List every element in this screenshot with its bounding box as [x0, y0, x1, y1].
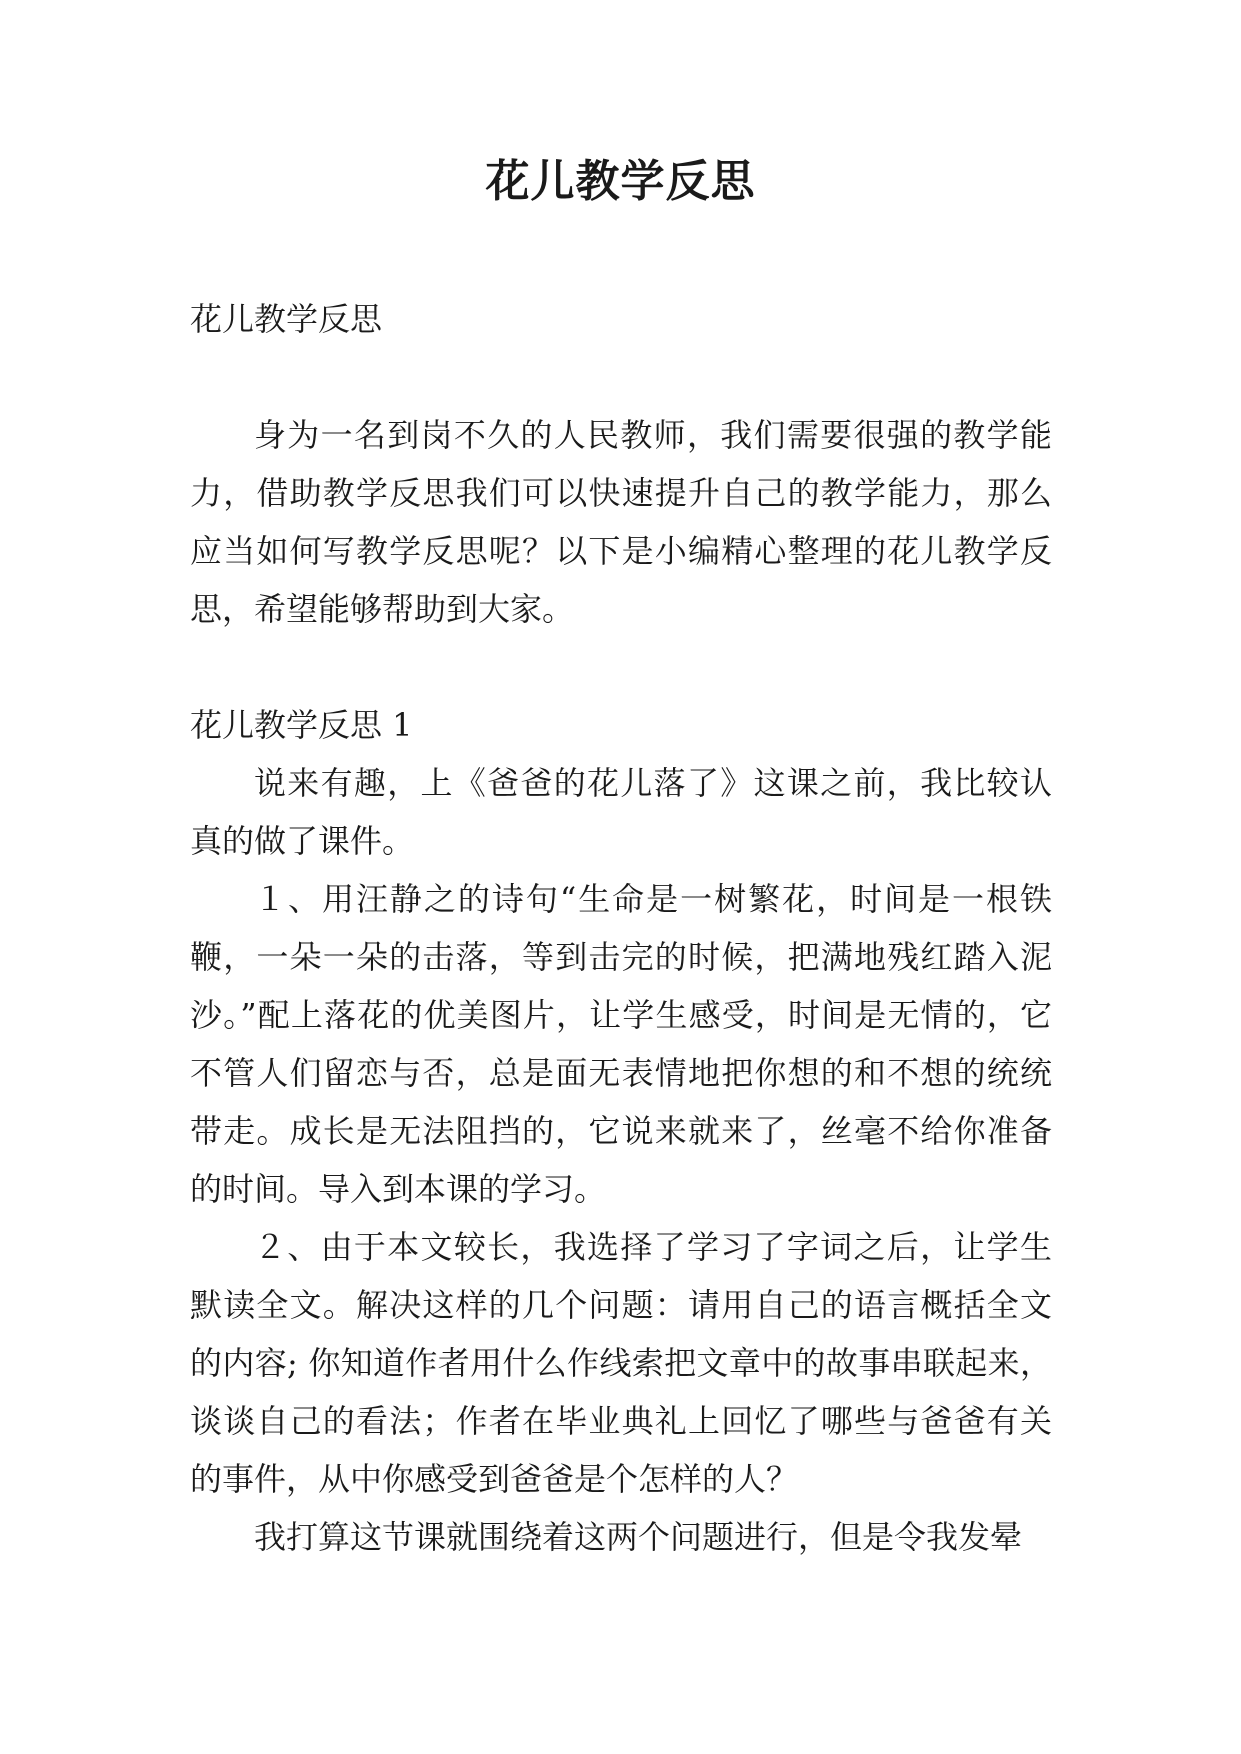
body-paragraph: １、用汪静之的诗句“生命是一树繁花，时间是一根铁鞭，一朵一朵的击落，等到击完的时候，把满地残红踏入泥沙。”配上落花的优美图片，让学生感受，时间是无情的，它不管人们留恋与否，总是面无表情地把你想的和不想的统统带走。成长是无法阻挡的，它说来就来了，丝毫不给你准备的时间。导入到本课的学习。: [190, 880, 1052, 1208]
subtitle: 花儿教学反思: [190, 300, 383, 338]
intro-paragraph: 身为一名到岗不久的人民教师，我们需要很强的教学能力，借助教学反思我们可以快速提升自己的教学能力，那么应当如何写教学反思呢？以下是小编精心整理的花儿教学反思，希望能够帮助到大家。: [190, 416, 1052, 628]
document-body: [190, 290, 1052, 1566]
section-heading: 花儿教学反思 1: [190, 706, 413, 744]
document-title: 花儿教学反思: [485, 156, 756, 207]
body-paragraph: ２、由于本文较长，我选择了学习了字词之后，让学生默读全文。解决这样的几个问题：请用自己的语言概括全文的内容; 你知道作者用什么作线索把文章中的故事串联起来，谈谈自己的看法；作者在毕业典礼上回忆了哪些与爸爸有关的事件，从中你感受到爸爸是个怎样的人？: [190, 1228, 1052, 1498]
body-paragraph: 我打算这节课就围绕着这两个问题进行，但是令我发晕: [254, 1518, 1023, 1556]
body-paragraph: 说来有趣，上《爸爸的花儿落了》这课之前，我比较认真的做了课件。: [190, 764, 1052, 860]
